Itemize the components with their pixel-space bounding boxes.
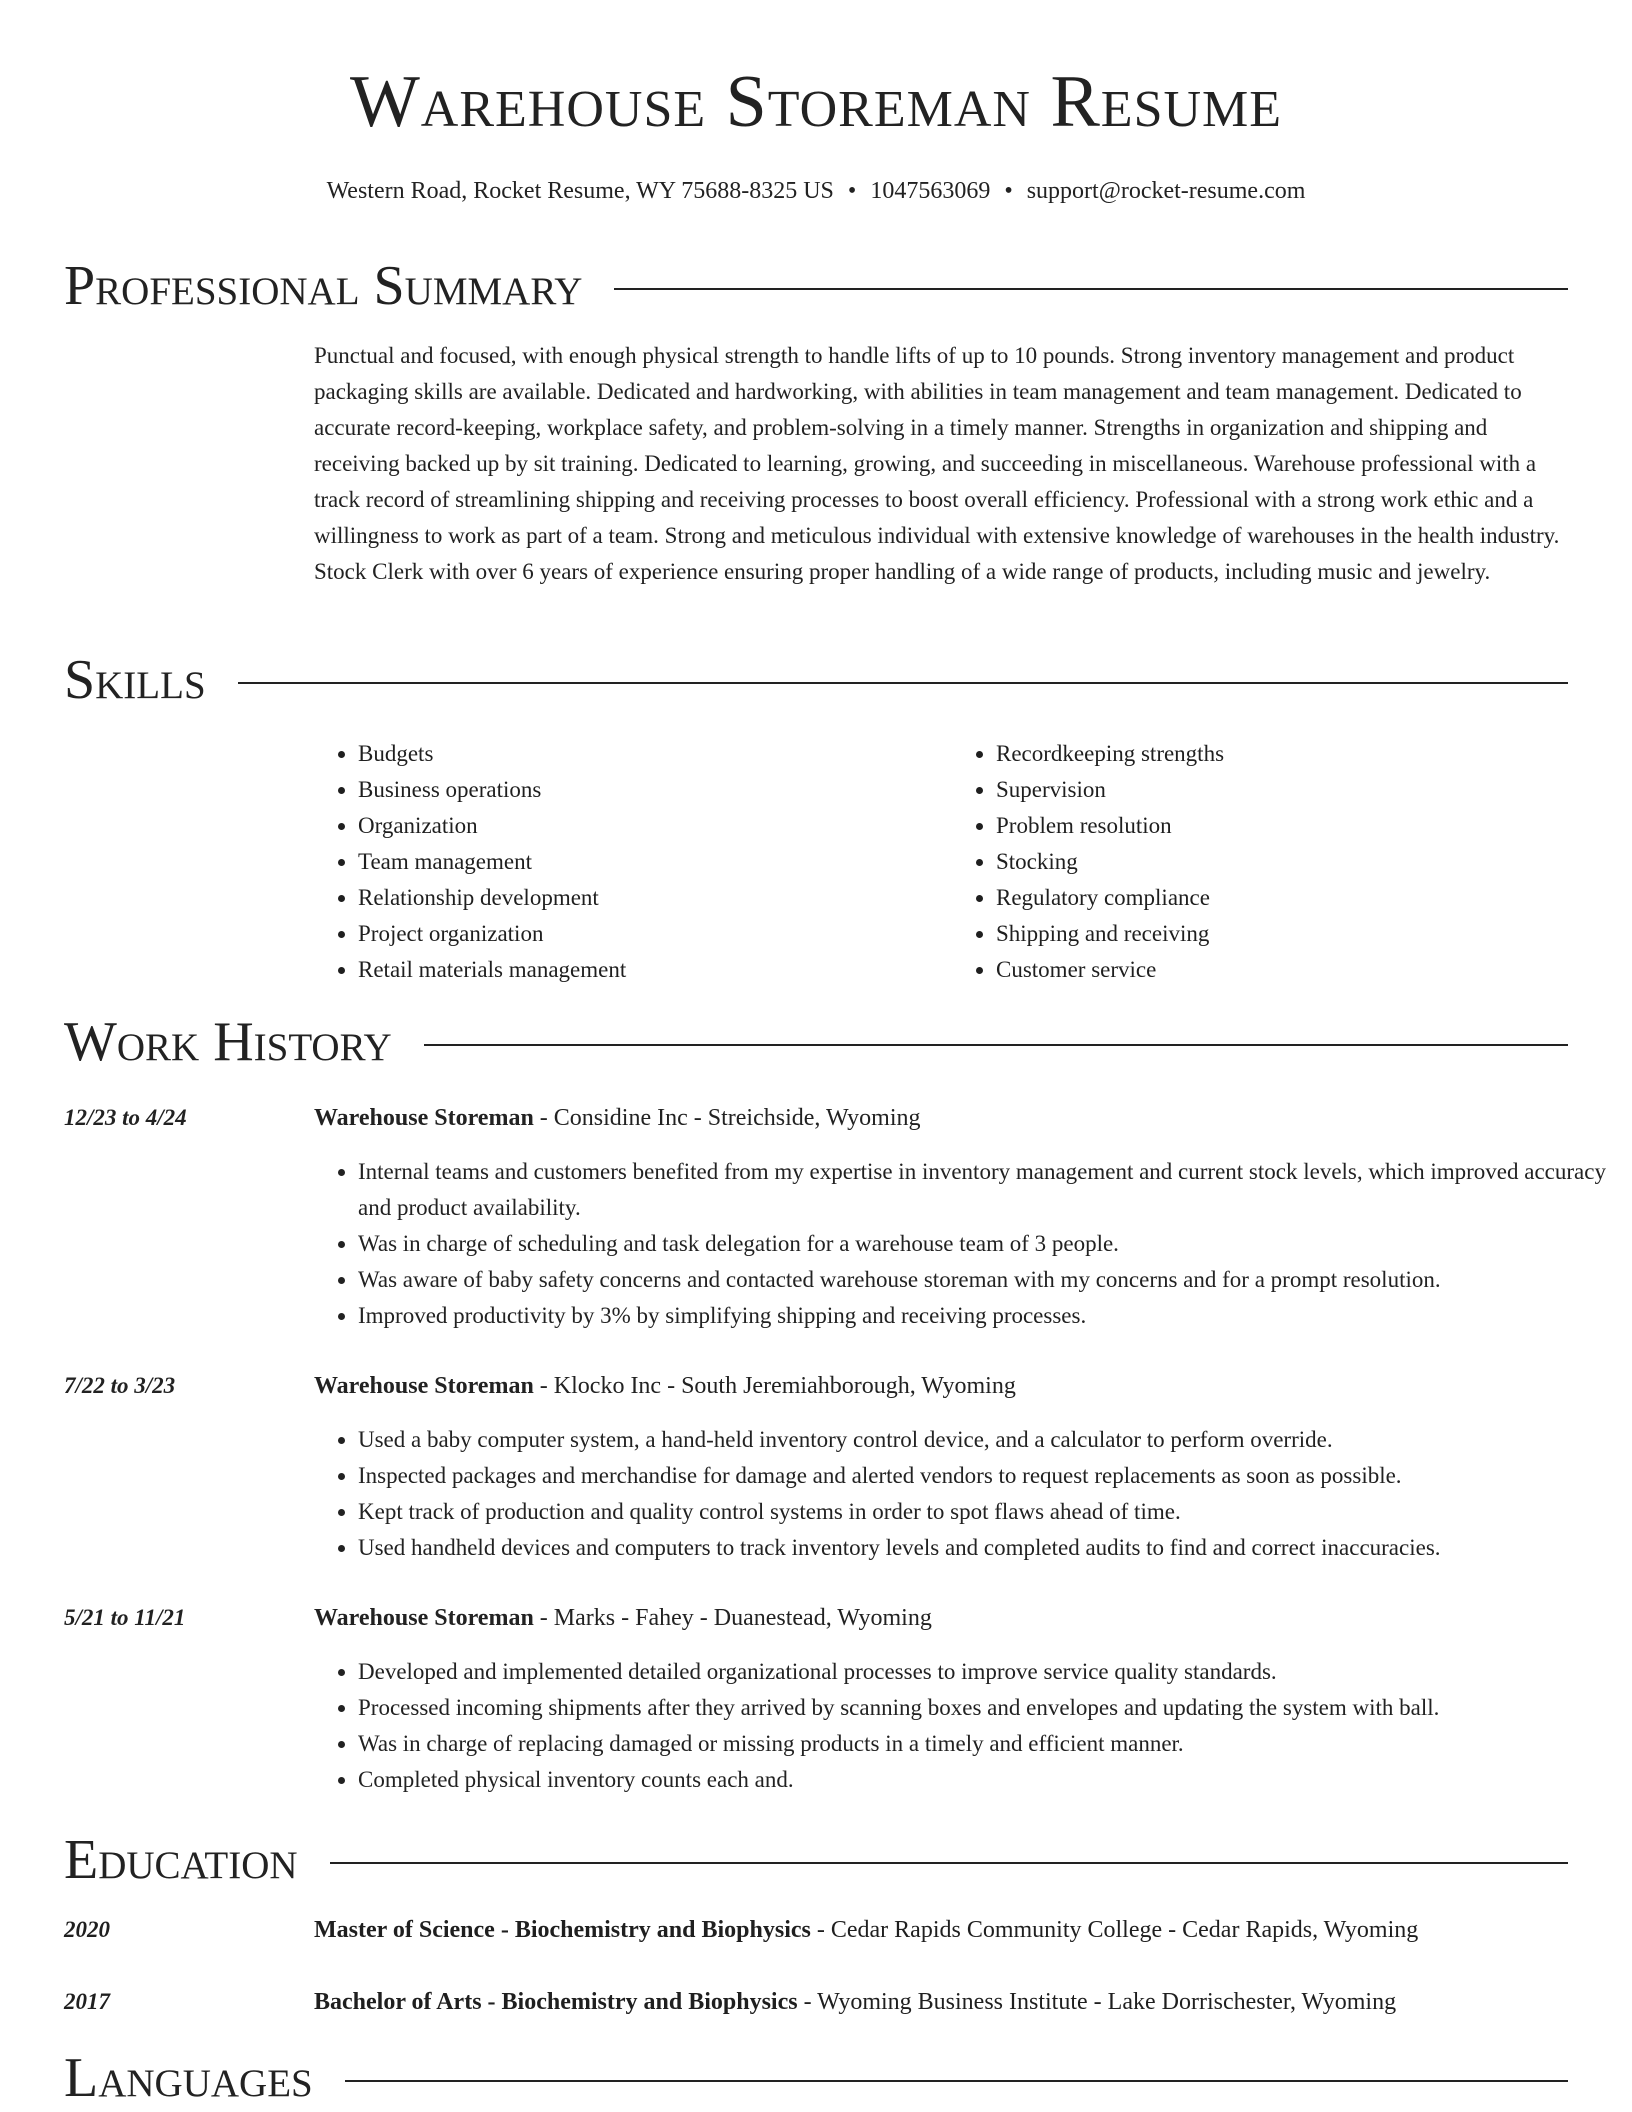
section-header-skills [64,650,1568,710]
job-bullet: • Used a baby computer system, a hand-held inventory control device, and a calculator to perform override. [358,1422,1618,1458]
job-bullet: • Kept track of production and quality control systems in order to spot flaws ahead of time. [358,1494,1618,1530]
job-dates: 7/22 to 3/23 [64,1373,176,1398]
job-bullet: • Was in charge of scheduling and task delegation for a warehouse team of 3 people. [358,1226,1618,1262]
contact-line [0,176,1632,206]
job-employer-location: - Klocko Inc - South Jeremiahborough, Wyoming [533,1373,1016,1399]
section-title-skills: Skills [64,649,206,711]
job-bullet: • Was aware of baby safety concerns and contacted warehouse storeman with my concerns and for a prompt resolution. [358,1262,1618,1298]
section-title-languages: Languages [64,2047,313,2109]
job-bullet: • Developed and implemented detailed organizational processes to improve service quality standards. [358,1654,1618,1690]
contact-address: Western Road, Rocket Resume, WY 75688-8325 US [326,178,834,204]
section-divider [330,1862,1568,1864]
resume-title: Warehouse Storeman Resume [349,61,1283,143]
job-employer-location: - Considine Inc - Streichside, Wyoming [533,1105,921,1131]
job-bullets [314,1422,1618,1566]
section-divider [345,2080,1568,2082]
job-dates: 12/23 to 4/24 [64,1105,187,1130]
job-bullets [314,1154,1618,1334]
education-school-location: - Wyoming Business Institute - Lake Dorrischester, Wyoming [797,1989,1397,2015]
section-header-summary [64,256,1568,316]
section-divider [614,288,1568,290]
job-heading [314,1600,932,1636]
job-title: Warehouse Storeman [314,1105,534,1131]
job-bullet: • Processed incoming shipments after they arrived by scanning boxes and envelopes and updating the system with ball. [358,1690,1618,1726]
contact-email: support@rocket-resume.com [1026,178,1306,204]
section-header-education [64,1830,1568,1890]
job-bullet: • Improved productivity by 3% by simplifying shipping and receiving processes. [358,1298,1618,1334]
skills-column-right [926,736,1564,988]
section-title-education: Education [64,1829,298,1891]
section-divider [238,682,1568,684]
contact-phone: 1047563069 [870,178,991,204]
skill-item: • Retail materials management [358,952,926,988]
job-bullets [314,1654,1618,1798]
education-entry [314,1984,1396,2020]
education-entry [314,1912,1418,1948]
section-divider [424,1044,1568,1046]
job-bullet: • Was in charge of replacing damaged or missing products in a timely and efficient manner. [358,1726,1618,1762]
job-employer-location: - Marks - Fahey - Duanestead, Wyoming [533,1605,932,1631]
skills-list [314,736,1564,988]
education-school-location: - Cedar Rapids Community College - Cedar Rapids, Wyoming [810,1917,1419,1943]
skill-item: • Budgets [358,736,926,772]
skill-item: • Recordkeeping strengths [996,736,1564,772]
skill-item: • Supervision [996,772,1564,808]
job-heading [314,1100,921,1136]
section-title-work: Work History [64,1011,392,1073]
skill-item: • Relationship development [358,880,926,916]
job-heading [314,1368,1016,1404]
skill-item: • Team management [358,844,926,880]
section-title-summary: Professional Summary [64,255,583,317]
summary-text: Punctual and focused, with enough physical strength to handle lifts of up to 10 pounds. Strong inventory management and product packaging skills are available. Dedicated and hardworking, with abilities in team management and team management. Dedicated to accurate record-keeping, workplace safety, and problem-solving in a timely manner. Strengths in organization and shipping and receiving backed up by sit training. Dedicated to learning, growing, and succeeding in miscellaneous. Warehouse professional with a track record of streamlining shipping and receiving processes to boost overall efficiency. Professional with a strong work ethic and a willingness to work as part of a team. Strong and meticulous individual with extensive knowledge of warehouses in the health industry. Stock Clerk with over 6 years of experience ensuring proper handling of a wide range of products, including music and jewelry. [314,343,1560,584]
job-bullet: • Completed physical inventory counts each and. [358,1762,1618,1798]
education-year: 2017 [64,1989,110,2014]
education-degree: Bachelor of Arts - Biochemistry and Biophysics [314,1989,798,2015]
education-year: 2020 [64,1917,110,1942]
section-header-languages [64,2048,1568,2108]
skill-item: • Business operations [358,772,926,808]
education-degree: Master of Science - Biochemistry and Biophysics [314,1917,811,1943]
section-header-work [64,1012,1568,1072]
job-bullet: • Inspected packages and merchandise for damage and alerted vendors to request replacements as soon as possible. [358,1458,1618,1494]
job-dates: 5/21 to 11/21 [64,1605,186,1630]
skill-item: • Project organization [358,916,926,952]
skill-item: • Organization [358,808,926,844]
contact-separator: • [847,178,857,204]
skill-item: • Shipping and receiving [996,916,1564,952]
contact-separator: • [1004,178,1013,204]
job-title: Warehouse Storeman [314,1373,534,1399]
skill-item: • Regulatory compliance [996,880,1564,916]
skill-item: • Stocking [996,844,1564,880]
skill-item: • Customer service [996,952,1564,988]
job-bullet: • Used handheld devices and computers to track inventory levels and completed audits to find and correct inaccuracies. [358,1530,1618,1566]
job-title: Warehouse Storeman [314,1605,534,1631]
job-bullet: • Internal teams and customers benefited from my expertise in inventory management and current stock levels, which improved accuracy and product availability. [358,1154,1618,1226]
skill-item: • Problem resolution [996,808,1564,844]
skills-column-left [314,736,926,988]
